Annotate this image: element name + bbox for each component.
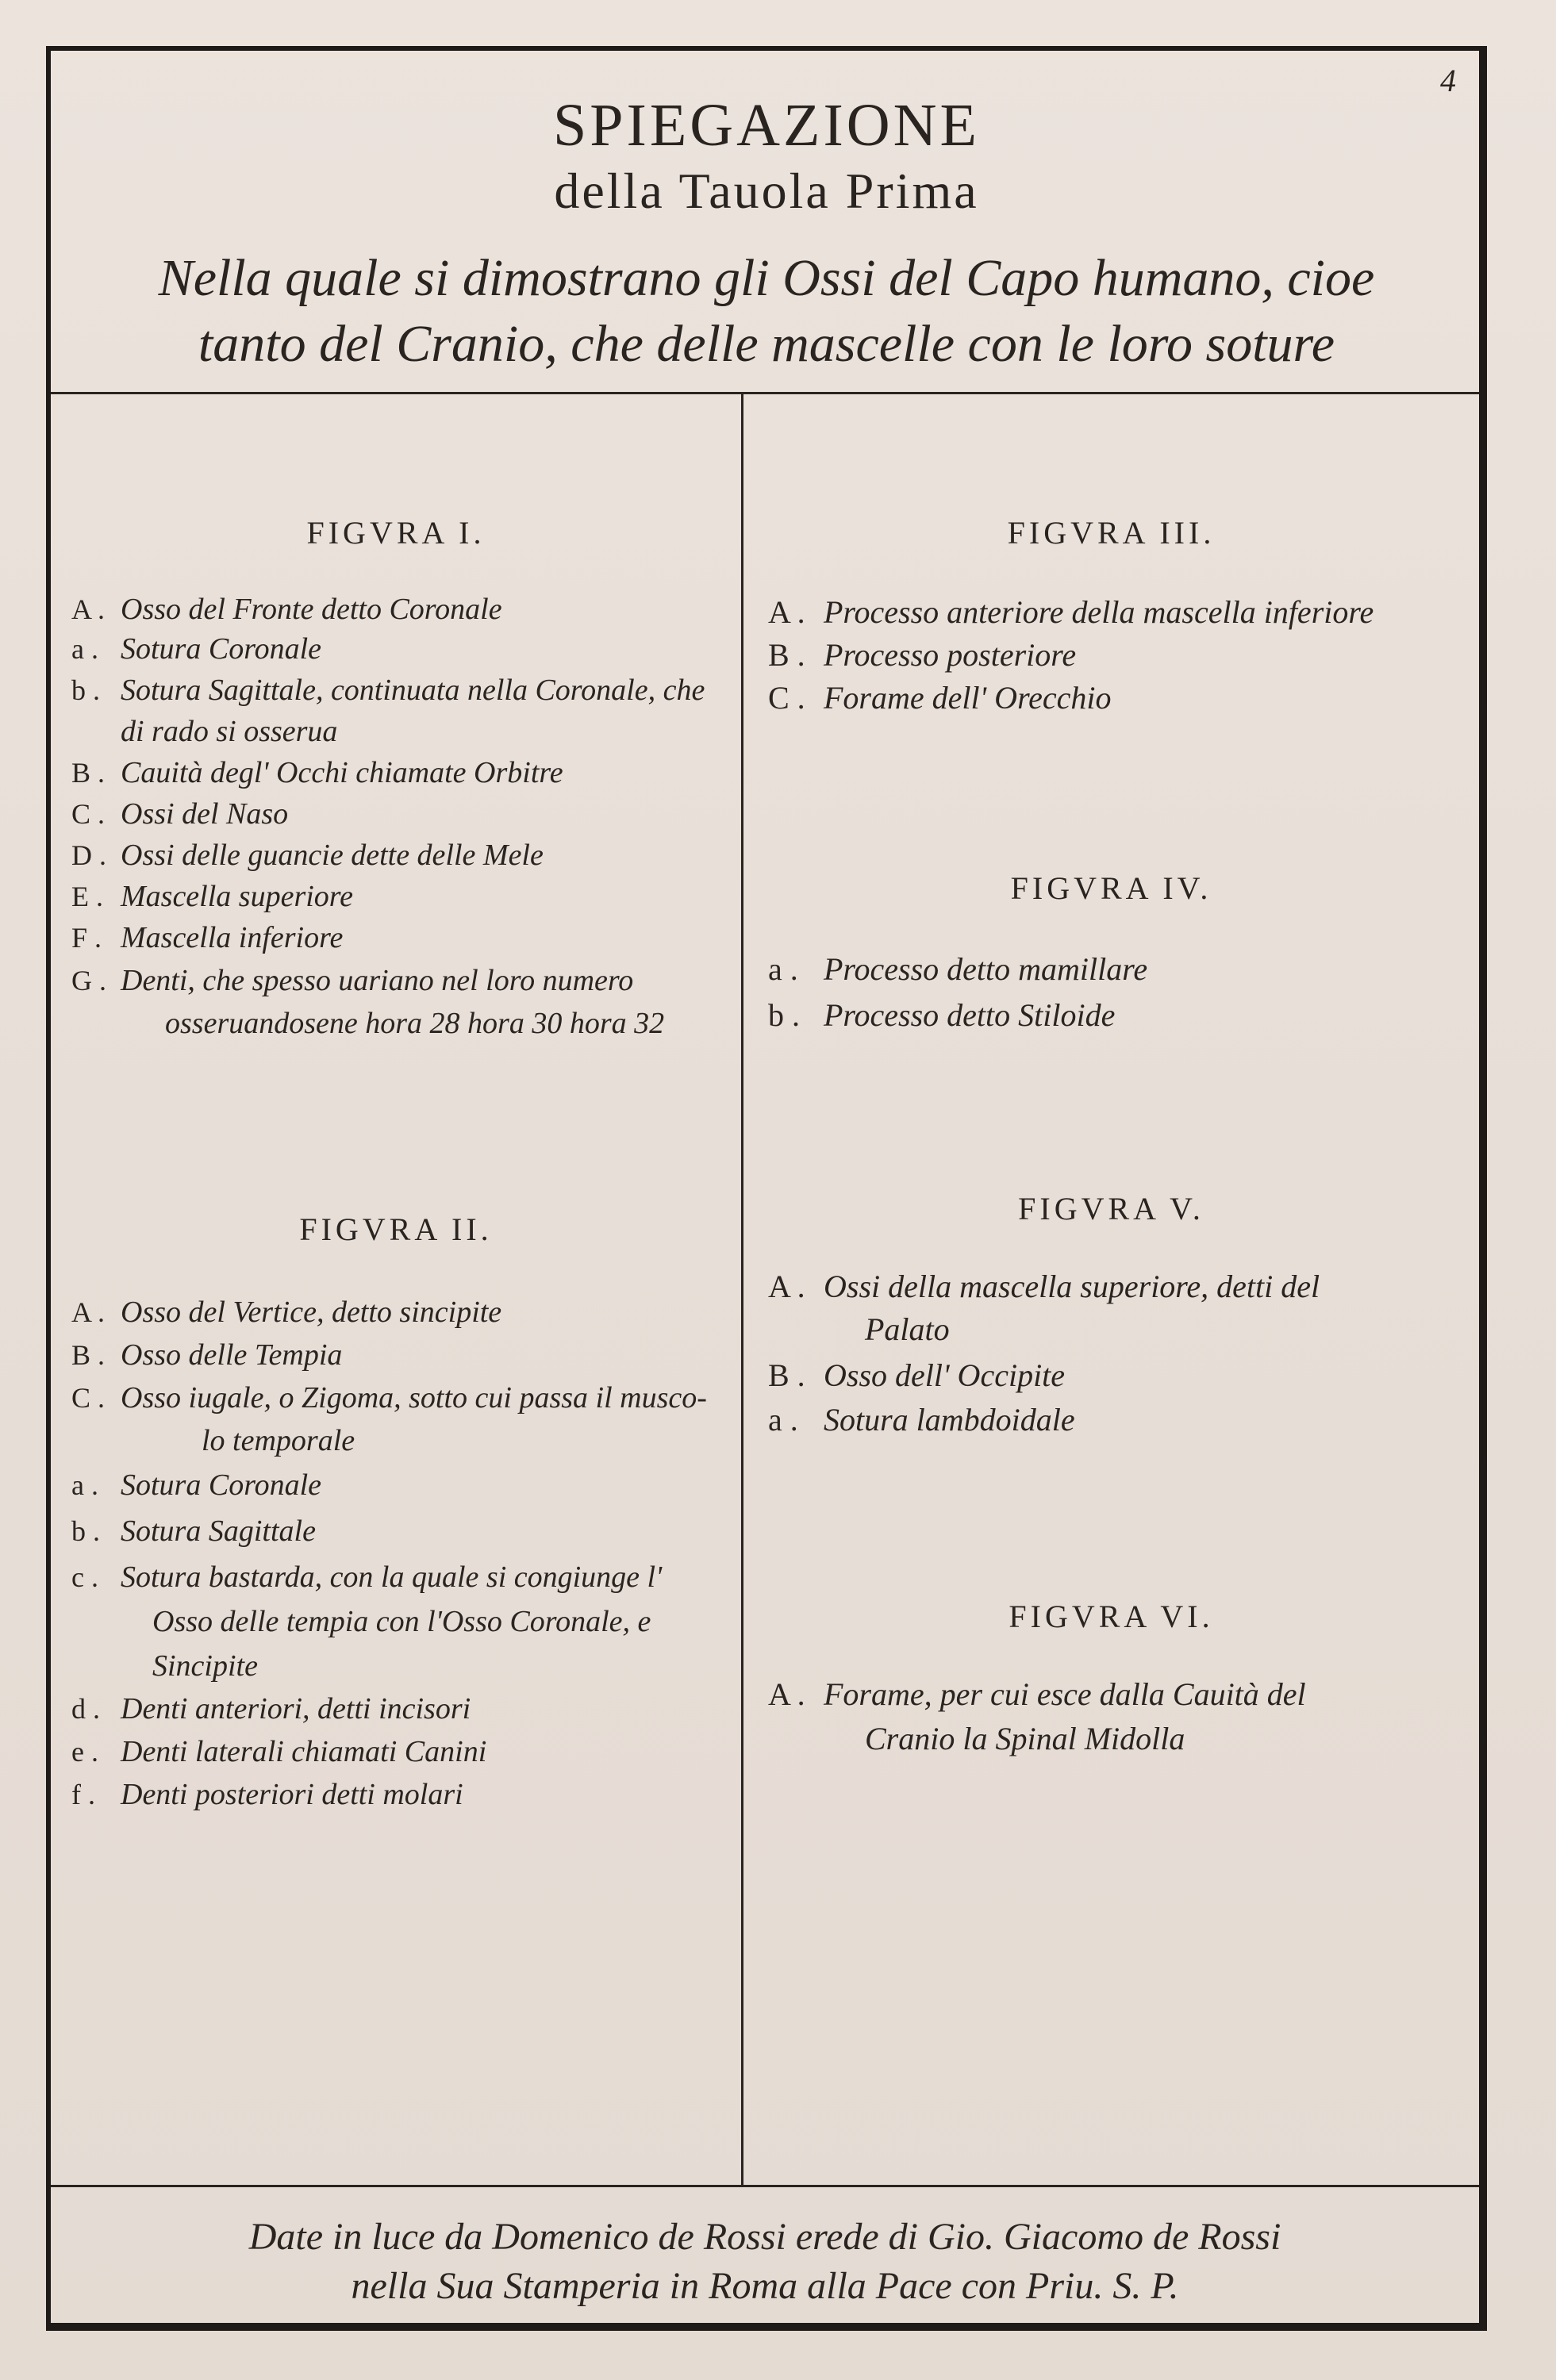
legend-entry-continuation bbox=[121, 709, 337, 754]
entry-text: Ossi delle guancie dette delle Mele bbox=[121, 839, 544, 872]
entry-text: Denti anteriori, detti incisori bbox=[121, 1692, 471, 1726]
entry-text: Sotura lambdoidale bbox=[824, 1402, 1075, 1438]
page-subtitle: della Tauola Prima bbox=[554, 163, 979, 219]
legend-entry bbox=[768, 1672, 1306, 1717]
page-border bbox=[46, 46, 1487, 2331]
entry-letter: A . bbox=[71, 1296, 106, 1328]
entry-letter: C . bbox=[768, 680, 805, 716]
entry-letter: e . bbox=[71, 1736, 98, 1768]
figura-4-heading: FIGVRA IV. bbox=[1010, 870, 1212, 906]
entry-text: lo temporale bbox=[202, 1424, 355, 1457]
legend-entry bbox=[71, 1376, 707, 1420]
legend-entry-continuation bbox=[202, 1418, 355, 1463]
entry-letter: F . bbox=[71, 922, 102, 954]
legend-entry bbox=[71, 1333, 342, 1377]
header-divider bbox=[51, 392, 1479, 394]
entry-letter: D . bbox=[71, 839, 106, 871]
entry-text: Processo detto mamillare bbox=[824, 951, 1148, 987]
entry-text: Sotura Sagittale, continuata nella Coronale, che bbox=[121, 674, 705, 707]
legend-entry bbox=[71, 1729, 486, 1774]
legend-entry bbox=[71, 1772, 463, 1817]
figura-5-heading: FIGVRA V. bbox=[1018, 1191, 1204, 1226]
entry-text: Ossi del Naso bbox=[121, 797, 289, 831]
column-divider bbox=[741, 394, 743, 2186]
entry-text: Palato bbox=[865, 1311, 950, 1347]
legend-entry bbox=[768, 633, 1076, 678]
entry-letter: d . bbox=[71, 1693, 100, 1725]
entry-text: Sincipite bbox=[152, 1649, 258, 1683]
entry-letter: A . bbox=[768, 594, 805, 630]
legend-entry-continuation bbox=[865, 1307, 950, 1352]
figura-3-heading: FIGVRA III. bbox=[1007, 515, 1216, 551]
entry-text: Processo detto Stiloide bbox=[824, 997, 1116, 1033]
page-title: SPIEGAZIONE bbox=[553, 92, 980, 159]
legend-entry bbox=[768, 1353, 1065, 1398]
entry-text: Ossi della mascella superiore, detti del bbox=[824, 1269, 1320, 1304]
entry-letter: c . bbox=[71, 1561, 98, 1593]
legend-entry-continuation bbox=[152, 1599, 651, 1644]
entry-text: Cauità degl' Occhi chiamate Orbitre bbox=[121, 756, 563, 789]
entry-text: Processo anteriore della mascella inferiore bbox=[824, 594, 1374, 630]
entry-text: Mascella inferiore bbox=[121, 921, 344, 954]
legend-entry bbox=[768, 947, 1147, 992]
entry-letter: a . bbox=[71, 633, 98, 665]
legend-entry bbox=[768, 1265, 1320, 1309]
entry-letter: b . bbox=[71, 674, 100, 706]
entry-text: Osso del Fronte detto Coronale bbox=[121, 593, 502, 626]
entry-text: Osso dell' Occipite bbox=[824, 1357, 1066, 1393]
legend-entry-continuation bbox=[152, 1644, 258, 1688]
legend-entry bbox=[71, 916, 343, 960]
entry-letter: B . bbox=[71, 757, 106, 789]
imprint-line-2: nella Sua Stamperia in Roma alla Pace con Priu. S. P. bbox=[351, 2265, 1179, 2307]
legend-entry bbox=[71, 958, 633, 1003]
legend-entry bbox=[71, 1509, 316, 1553]
legend-entry bbox=[71, 587, 502, 631]
entry-text: Osso delle Tempia bbox=[121, 1338, 343, 1372]
entry-letter: B . bbox=[768, 637, 805, 673]
entry-letter: C . bbox=[71, 798, 106, 830]
entry-text: Mascella superiore bbox=[121, 880, 354, 913]
entry-text: Denti laterali chiamati Canini bbox=[121, 1735, 487, 1768]
entry-letter: G . bbox=[71, 965, 106, 996]
entry-letter: B . bbox=[71, 1339, 106, 1371]
entry-text: Forame dell' Orecchio bbox=[824, 680, 1112, 716]
imprint-line-1: Date in luce da Domenico de Rossi erede di Gio. Giacomo de Rossi bbox=[248, 2216, 1281, 2258]
legend-entry bbox=[71, 1290, 501, 1334]
legend-entry bbox=[71, 1463, 321, 1507]
description-line-2: tanto del Cranio, che delle mascelle con le loro soture bbox=[198, 315, 1335, 373]
legend-entry bbox=[71, 627, 321, 671]
entry-letter: A . bbox=[768, 1269, 805, 1304]
legend-entry bbox=[71, 668, 705, 712]
entry-letter: A . bbox=[71, 593, 106, 625]
entry-letter: a . bbox=[768, 951, 798, 987]
entry-text: Osso del Vertice, detto sincipite bbox=[121, 1296, 502, 1329]
legend-entry bbox=[768, 993, 1115, 1038]
entry-letter: A . bbox=[768, 1676, 805, 1712]
entry-text: Cranio la Spinal Midolla bbox=[865, 1721, 1185, 1756]
entry-letter: a . bbox=[768, 1402, 798, 1438]
figura-6-heading: FIGVRA VI. bbox=[1009, 1599, 1214, 1634]
page-number: 4 bbox=[1440, 63, 1456, 98]
entry-text: di rado si osserua bbox=[121, 715, 338, 748]
entry-text: Osso iugale, o Zigoma, sotto cui passa il musco- bbox=[121, 1381, 707, 1415]
description-line-1: Nella quale si dimostrano gli Ossi del Capo humano, cioe bbox=[158, 249, 1375, 307]
entry-text: Processo posteriore bbox=[824, 637, 1077, 673]
entry-text: Osso delle tempia con l'Osso Coronale, e bbox=[152, 1605, 651, 1638]
legend-entry bbox=[71, 833, 544, 877]
legend-entry bbox=[71, 1555, 662, 1599]
entry-letter: f . bbox=[71, 1779, 95, 1810]
entry-text: Sotura Coronale bbox=[121, 632, 321, 666]
entry-text: Denti posteriori detti molari bbox=[121, 1778, 463, 1811]
entry-letter: a . bbox=[71, 1469, 98, 1501]
entry-text: Sotura Sagittale bbox=[121, 1514, 316, 1548]
legend-entry bbox=[71, 792, 288, 836]
entry-letter: E . bbox=[71, 881, 103, 912]
footer-divider bbox=[51, 2185, 1479, 2187]
legend-entry bbox=[71, 874, 353, 919]
legend-entry bbox=[768, 1398, 1075, 1442]
entry-text: Denti, che spesso uariano nel loro numero bbox=[121, 964, 634, 997]
entry-letter: B . bbox=[768, 1357, 805, 1393]
entry-text: osseruandosene hora 28 hora 30 hora 32 bbox=[165, 1007, 665, 1040]
legend-entry bbox=[71, 750, 563, 795]
figura-1-heading: FIGVRA I. bbox=[306, 515, 486, 551]
figura-2-heading: FIGVRA II. bbox=[299, 1211, 493, 1247]
entry-text: Forame, per cui esce dalla Cauità del bbox=[824, 1676, 1306, 1712]
legend-entry-continuation bbox=[165, 1001, 664, 1046]
entry-letter: C . bbox=[71, 1382, 106, 1414]
entry-letter: b . bbox=[768, 997, 800, 1033]
legend-entry bbox=[768, 676, 1112, 720]
legend-entry bbox=[71, 1687, 471, 1731]
entry-letter: b . bbox=[71, 1515, 100, 1547]
entry-text: Sotura Coronale bbox=[121, 1468, 321, 1502]
legend-entry bbox=[768, 590, 1374, 635]
entry-text: Sotura bastarda, con la quale si congiunge l' bbox=[121, 1560, 663, 1594]
legend-entry-continuation bbox=[865, 1717, 1185, 1761]
